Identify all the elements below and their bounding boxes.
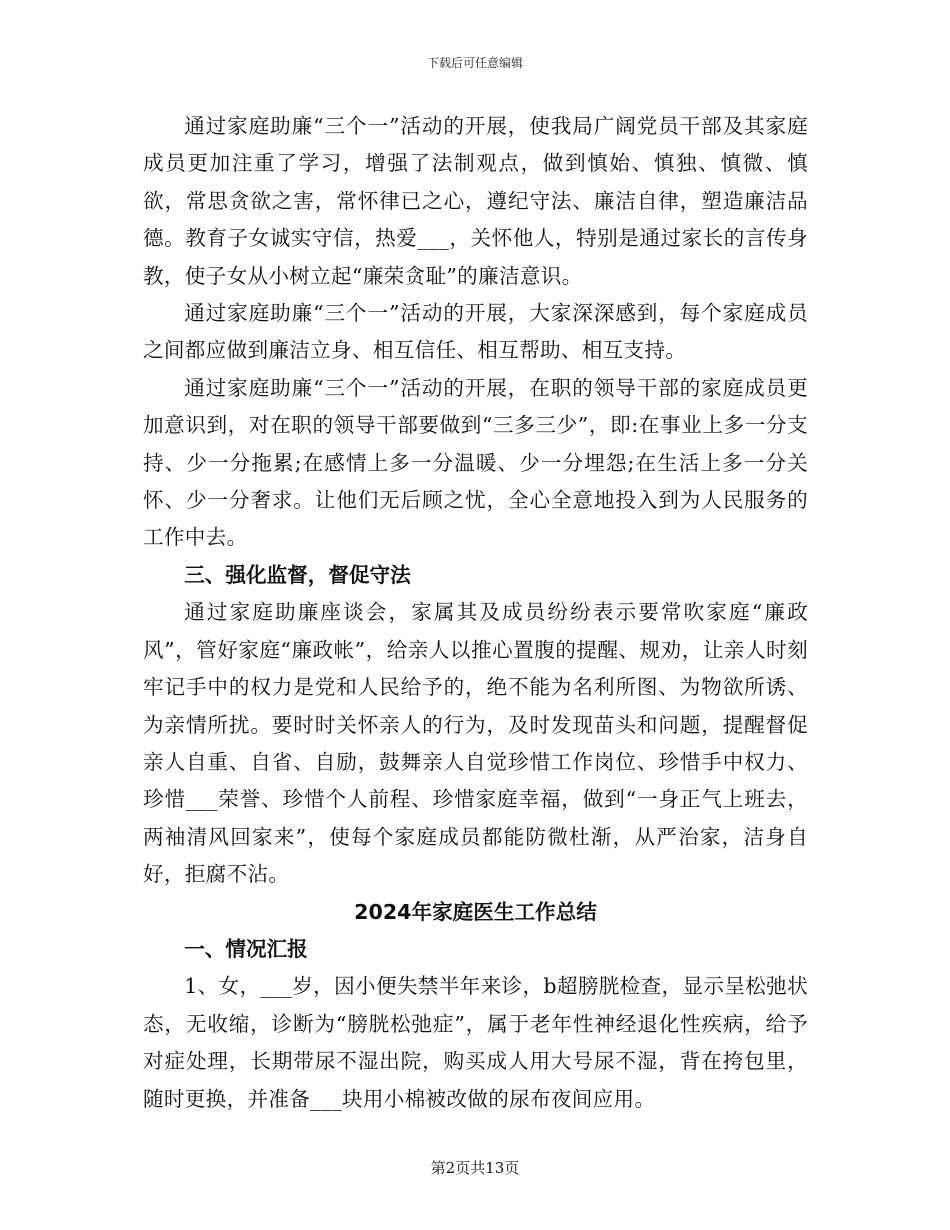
paragraph-5: 1、女，___岁，因小便失禁半年来诊，b超膀胱检查，显示呈松弛状态，无收缩，诊断为“膀胱松弛症”，属于老年性神经退化性疾病，给予对症处理，长期带尿不湿出院，购买成人用大号尿不湿，背在挎包里，随时更换，并准备___块用小棉被改做的尿布夜间应用。 — [143, 974, 808, 1111]
section-heading-1: 一、情况汇报 — [184, 936, 308, 961]
paragraph-4: 通过家庭助廉座谈会，家属其及成员纷纷表示要常吹家庭“廉政风”，管好家庭“廉政帐”，给亲人以推心置腹的提醒、规劝，让亲人时刻牢记手中的权力是党和人民给予的，绝不能为名利所图、为物欲所诱、为亲情所扰。要时时关怀亲人的行为，及时发现苗头和问题，提醒督促亲人自重、自省、自励，鼓舞亲人自觉珍惜工作岗位、珍惜手中权力、珍惜___荣誉、珍惜个人前程、珍惜家庭幸福，做到“一身正气上班去，两袖清风回家来”，使每个家庭成员都能防微杜渐，从严治家，洁身自好，拒腐不沾。 — [143, 600, 808, 887]
paragraph-1: 通过家庭助廉“三个一”活动的开展，使我局广阔党员干部及其家庭成员更加注重了学习，增强了法制观点，做到慎始、慎独、慎微、慎欲，常思贪欲之害，常怀律已之心，遵纪守法、廉洁自律，塑造廉洁品德。教育子女诚实守信，热爱___，关怀他人，特别是通过家长的言传身教，使子女从小树立起“廉荣贪耻”的廉洁意识。 — [143, 114, 808, 288]
page-footer-indicator: 第2页共13页 — [430, 1159, 520, 1177]
paragraph-3: 通过家庭助廉“三个一”活动的开展，在职的领导干部的家庭成员更加意识到，对在职的领导干部要做到“三多三少”，即:在事业上多一分支持、少一分拖累;在感情上多一分温暖、少一分埋怨;在生活上多一分关怀、少一分奢求。让他们无后顾之忧，全心全意地投入到为人民服务的工作中去。 — [143, 375, 808, 550]
document-title: 2024年家庭医生工作总结 — [354, 899, 597, 924]
section-heading-3: 三、强化监督，督促守法 — [184, 562, 411, 587]
paragraph-2: 通过家庭助廉“三个一”活动的开展，大家深深感到，每个家庭成员之间都应做到廉洁立身、相互信任、相互帮助、相互支持。 — [143, 301, 808, 363]
document-body — [143, 108, 808, 1118]
page-header-note: 下载后可任意编辑 — [426, 56, 523, 70]
